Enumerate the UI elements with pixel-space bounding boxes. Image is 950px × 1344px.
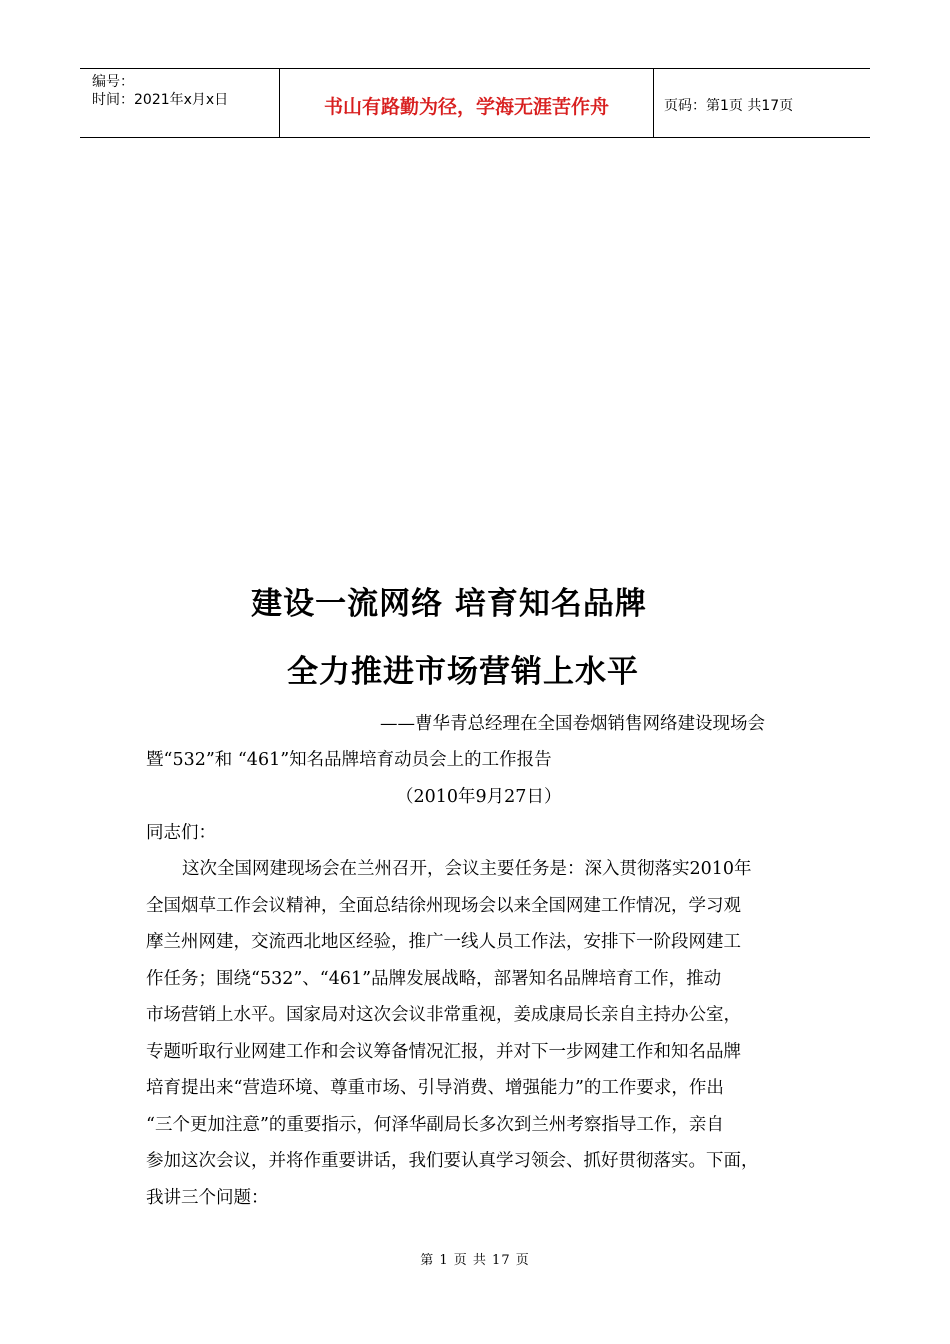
- report-date: （2010年9月27日）: [396, 787, 562, 807]
- body-line: 这次全国网建现场会在兰州召开，会议主要任务是：深入贯彻落实2010年: [182, 859, 752, 879]
- number-label: 编号：: [92, 74, 134, 90]
- body-line: 参加这次会议，并将作重要讲话，我们要认真学习领会、抓好贯彻落实。下面，: [146, 1151, 759, 1171]
- body-line: 市场营销上水平。国家局对这次会议非常重视，姜成康局长亲自主持办公室，: [146, 1005, 741, 1025]
- header-meta-cell: [80, 69, 280, 137]
- body-line: 专题听取行业网建工作和会议筹备情况汇报，并对下一步网建工作和知名品牌: [146, 1042, 741, 1062]
- body-line: “三个更加注意”的重要指示，何泽华副局长多次到兰州考察指导工作，亲自: [146, 1115, 724, 1135]
- body-line: 摩兰州网建，交流西北地区经验，推广一线人员工作法，安排下一阶段网建工: [146, 932, 741, 952]
- body-line: 培育提出来“营造环境、尊重市场、引导消费、增强能力”的工作要求，作出: [146, 1078, 724, 1098]
- subtitle-line2: 暨“532”和 “461”知名品牌培育动员会上的工作报告: [146, 750, 552, 770]
- subtitle-line1: ——曹华青总经理在全国卷烟销售网络建设现场会: [380, 714, 765, 734]
- body-line: 作任务；围绕“532”、“461”品牌发展战略，部署知名品牌培育工作，推动: [146, 969, 722, 989]
- document-title-line1: 建设一流网络 培育知名品牌: [251, 586, 647, 622]
- body-line: 我讲三个问题：: [146, 1188, 269, 1208]
- body-line: 全国烟草工作会议精神，全面总结徐州现场会以来全国网建工作情况，学习观: [146, 896, 741, 916]
- header-table: [80, 68, 870, 138]
- header-page-info: 页码：第1页 共17页: [664, 98, 794, 114]
- salutation: 同志们：: [146, 823, 216, 843]
- time-label: 时间：2021年x月x日: [92, 92, 229, 108]
- document-title-line2: 全力推进市场营销上水平: [287, 654, 639, 690]
- page-footer: 第 1 页 共 17 页: [420, 1253, 530, 1268]
- header-motto: 书山有路勤为径，学海无涯苦作舟: [280, 69, 654, 137]
